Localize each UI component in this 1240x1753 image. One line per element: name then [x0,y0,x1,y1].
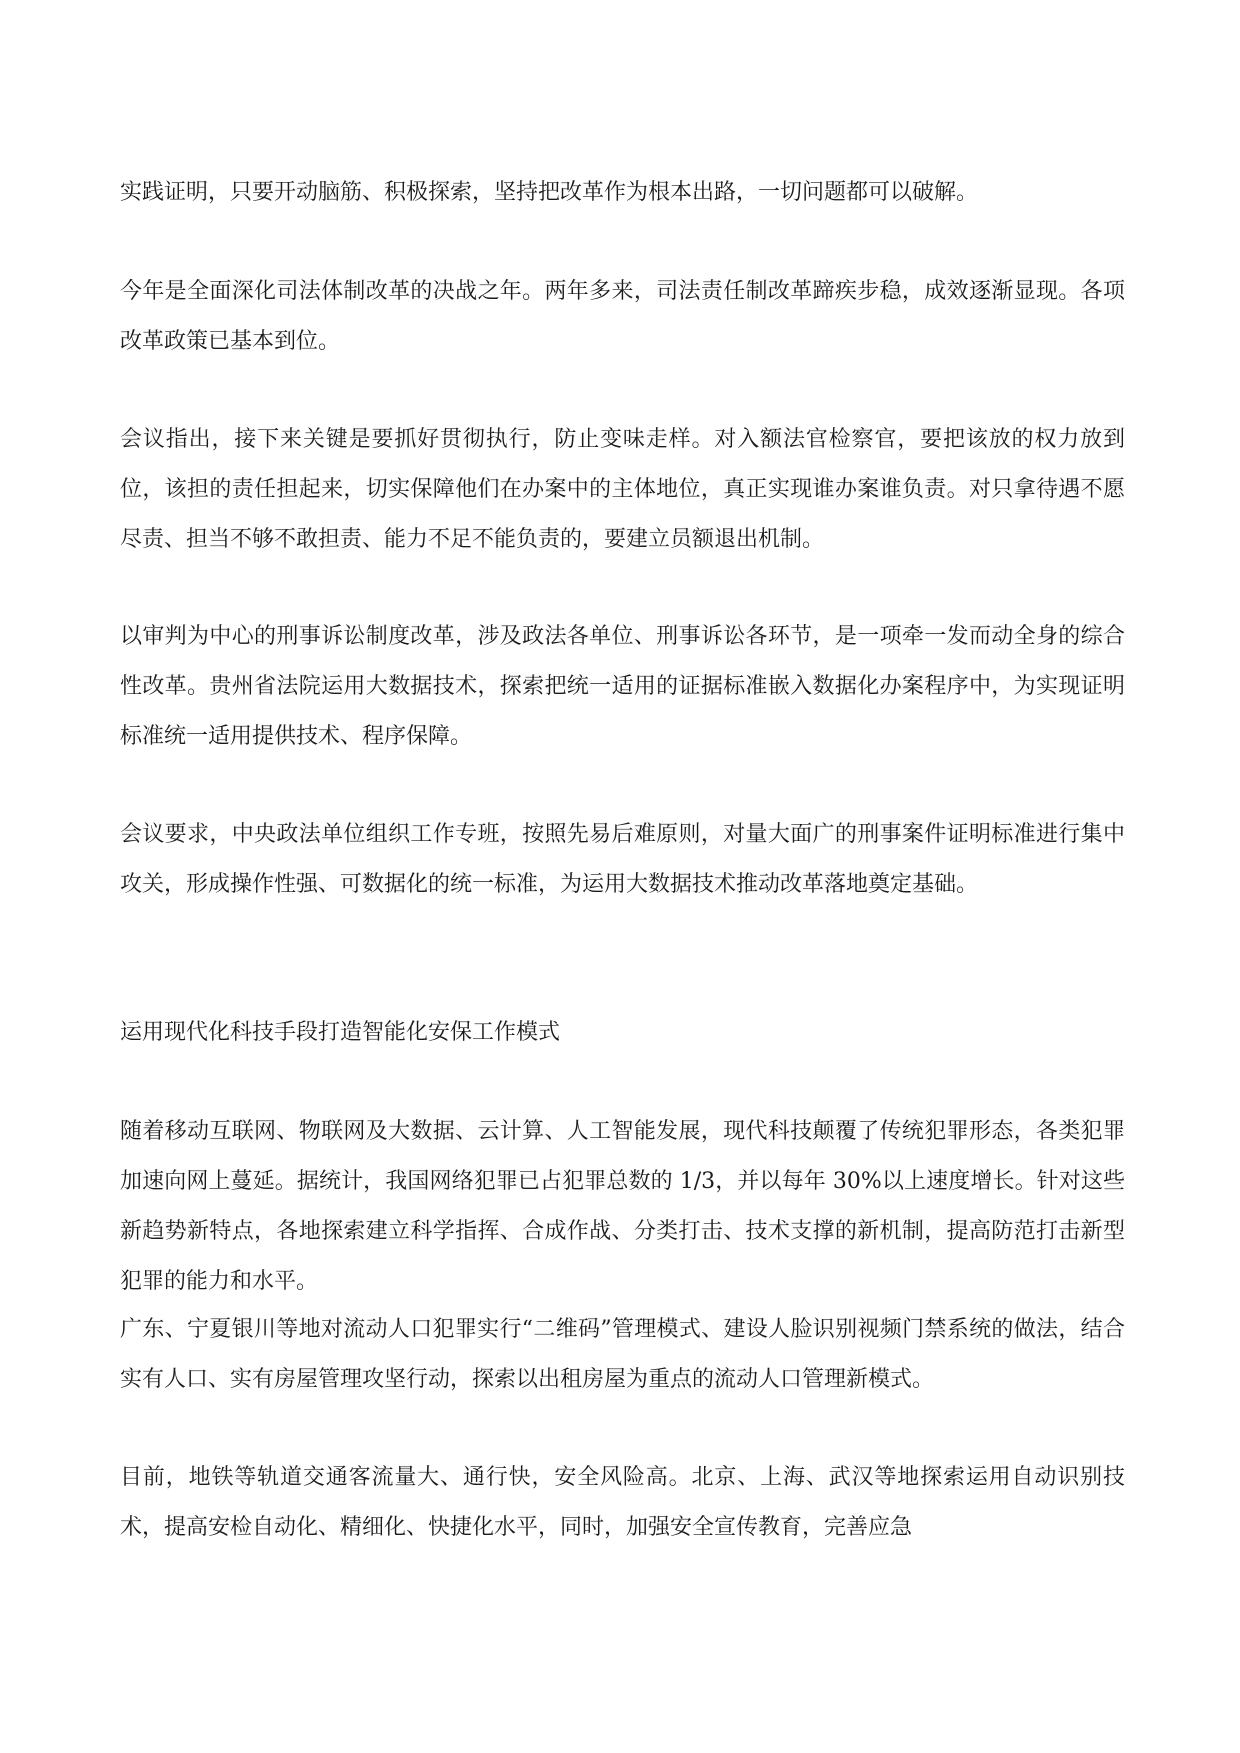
paragraph-cybercrime-trends: 随着移动互联网、物联网及大数据、云计算、人工智能发展，现代科技颠覆了传统犯罪形态，各类犯罪加速向网上蔓延。据统计，我国网络犯罪已占犯罪总数的 1/3，并以每年 30%以上速度增长。针对这些新趋势新特点，各地探索建立科学指挥、合成作战、分类打击、技术支撑的新机制，提高防范打击新型犯罪的能力和水平。 [120,1119,1125,1294]
paragraph-floating-population: 广东、宁夏银川等地对流动人口犯罪实行“二维码”管理模式、建设人脸识别视频门禁系统的做法，结合实有人口、实有房屋管理攻坚行动，探索以出租房屋为重点的流动人口管理新模式。 [120,1317,1125,1392]
paragraph-meeting-requirements: 会议要求，中央政法单位组织工作专班，按照先易后难原则，对量大面广的刑事案件证明标准进行集中攻关，形成操作性强、可数据化的统一标准，为运用大数据技术推动改革落地奠定基础。 [120,822,1125,897]
section-heading-smart-security: 运用现代化科技手段打造智能化安保工作模式 [120,1020,561,1045]
paragraph-reform-proof: 实践证明，只要开动脑筋、积极探索，坚持把改革作为根本出路，一切问题都可以破解。 [120,180,979,205]
paragraph-judicial-reform-year: 今年是全面深化司法体制改革的决战之年。两年多来，司法责任制改革蹄疾步稳，成效逐渐显现。各项改革政策已基本到位。 [120,279,1125,354]
paragraph-trial-centered-reform: 以审判为中心的刑事诉讼制度改革，涉及政法各单位、刑事诉讼各环节，是一项牵一发而动全身的综合性改革。贵州省法院运用大数据技术，探索把统一适用的证据标准嵌入数据化办案程序中，为实现证明标准统一适用提供技术、程序保障。 [120,624,1125,749]
paragraph-meeting-implementation: 会议指出，接下来关键是要抓好贯彻执行，防止变味走样。对入额法官检察官，要把该放的权力放到位，该担的责任担起来，切实保障他们在办案中的主体地位，真正实现谁办案谁负责。对只拿待遇不愿尽责、担当不够不敢担责、能力不足不能负责的，要建立员额退出机制。 [120,427,1125,552]
paragraph-metro-security: 目前，地铁等轨道交通客流量大、通行快，安全风险高。北京、上海、武汉等地探索运用自动识别技术，提高安检自动化、精细化、快捷化水平，同时，加强安全宣传教育，完善应急 [120,1465,1125,1540]
